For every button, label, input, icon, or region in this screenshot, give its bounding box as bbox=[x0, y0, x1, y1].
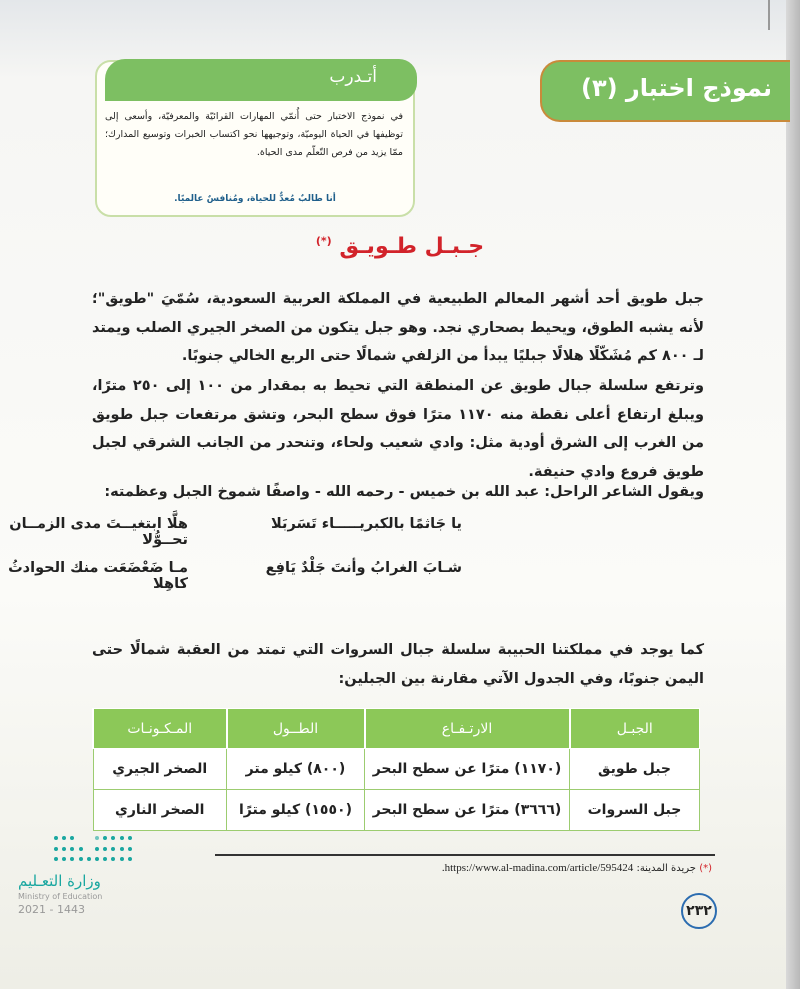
table-header: الارتـفـاع bbox=[365, 709, 570, 749]
practice-box bbox=[95, 60, 415, 217]
ministry-logo bbox=[18, 836, 118, 916]
practice-text: في نموذج الاختبار حتى أُنمّي المهارات القرائيّة والمعرفيّة، وأسعى إلى توظيفها في الحياة اليوميّة، وتوجيهها نحو اكتساب الخبرات وتوسيع المدارك؛ ممّا يزيد من فرص التّعلّم مدى الحياة. bbox=[105, 111, 403, 158]
footnote-divider bbox=[215, 854, 715, 856]
book-edge-mark bbox=[768, 0, 770, 30]
logo-arabic: وزارة التعـليم bbox=[18, 872, 101, 890]
paragraph-1: جبل طويق أحد أشهر المعالم الطبيعية في المملكة العربية السعودية، سُمّيَ "طويق"؛ لأنه يشبه الطوق، ويحيط بصحاري نجد. وهو جبل يتكون من الصخر الجيري الصلب ويمتد لـ ٨٠٠ كم مُشَكّلًا هلالًا جبليًا يبدأ من الزلفي شمالًا حتى الربع الخالي جنوبًا. bbox=[92, 291, 704, 364]
page-number: ٢٣٢ bbox=[681, 893, 717, 929]
verse-2-first: شـابَ الغرابُ وأنتَ جَلْدٌ يَافِع bbox=[265, 560, 462, 576]
footnote bbox=[300, 862, 712, 874]
table-cell: (٨٠٠) كيلو متر bbox=[227, 749, 365, 790]
table-cell: الصخر الجيري bbox=[93, 749, 227, 790]
article-title bbox=[300, 234, 500, 259]
lesson-title: نموذج اختبار (٣) bbox=[580, 74, 772, 102]
practice-heading: أتـدرب bbox=[105, 59, 417, 101]
verse-2-second: مـا ضَعْضَعَت منك الحوادثُ كاهِلا bbox=[8, 560, 188, 592]
logo-english: Ministry of Education bbox=[18, 892, 103, 901]
footnote-url[interactable]: https://www.al-madina.com/article/595424. bbox=[441, 862, 634, 874]
table-cell: جبل السروات bbox=[570, 790, 700, 831]
table-cell: (١٥٥٠) كيلو مترًا bbox=[227, 790, 365, 831]
verse-1-second: هلَّا ابتغيــتَ مدى الزمــان تحــوُّلا bbox=[9, 516, 188, 548]
book-edge bbox=[786, 0, 800, 989]
table-row bbox=[93, 749, 700, 790]
paragraph-4: كما يوجد في مملكتنا الحبيبة سلسلة جبال السروات التي تمتد من العقبة شمالًا حتى اليمن جنوبًا، وفي الجدول الآتي مقارنة بين الجبلين: bbox=[92, 642, 704, 687]
table-cell: الصخر الناري bbox=[93, 790, 227, 831]
logo-dots-icon bbox=[54, 836, 134, 866]
table-cell: جبل طويق bbox=[570, 749, 700, 790]
table-row bbox=[93, 790, 700, 831]
table-header: المـكـونـات bbox=[93, 709, 227, 749]
footnote-source: جريدة المدينة: bbox=[636, 863, 696, 874]
table-header: الجبـل bbox=[570, 709, 700, 749]
logo-year: 2021 - 1443 bbox=[18, 903, 85, 916]
comparison-table bbox=[92, 708, 700, 831]
footnote-marker: (*) bbox=[315, 234, 332, 248]
paragraph-3: ويقول الشاعر الراحل: عبد الله بن خميس - رحمه الله - واصفًا شموخ الجبل وعظمته: bbox=[104, 484, 704, 500]
verse-1-first: يا جَاثمًا بالكبريـــــاء تَسَربَلا bbox=[271, 516, 462, 532]
lesson-title-banner bbox=[540, 60, 790, 122]
practice-motto: أنا طالبٌ مُعدٌّ للحياة، ومُنافسٌ عالميًا. bbox=[174, 194, 336, 204]
footnote-mark: (*) bbox=[699, 863, 712, 874]
table-cell: (١١٧٠) مترًا عن سطح البحر bbox=[365, 749, 570, 790]
article-title-text: جـبـل طـويـق bbox=[339, 234, 485, 259]
paragraph-2: وترتفع سلسلة جبال طويق عن المنطقة التي تحيط به بمقدار من ١٠٠ إلى ٢٥٠ مترًا، ويبلغ ارتفاع أعلى نقطة منه ١١٧٠ مترًا فوق سطح البحر، وتشق مرتفعات جبل طويق من الغرب إلى الشرق أودية مثل: وادي شعيب ولحاء، وتنحدر من الجانب الشرقي لجبل طويق فروع وادي حنيفة. bbox=[92, 378, 704, 480]
table-header: الطــول bbox=[227, 709, 365, 749]
table-cell: (٣٦٦٦) مترًا عن سطح البحر bbox=[365, 790, 570, 831]
